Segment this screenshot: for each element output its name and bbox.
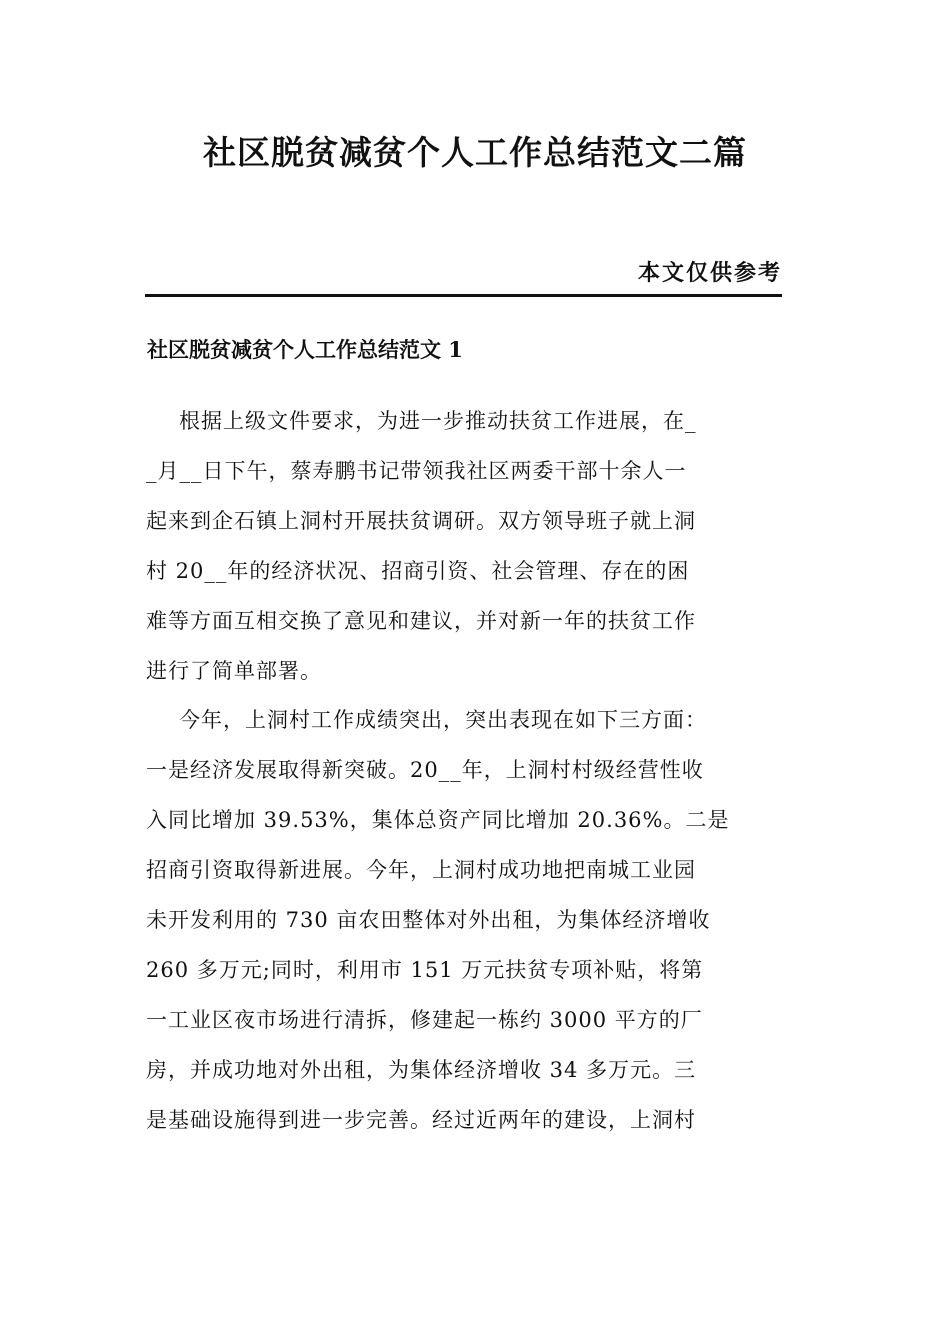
paragraph-line: 村 20__年的经济状况、招商引资、社会管理、存在的困 [146,559,690,583]
paragraph-line: 260 多万元;同时，利用市 151 万元扶贫专项补贴，将第 [146,958,704,982]
paragraph-line: 是基础设施得到进一步完善。经过近两年的建设，上洞村 [146,1108,696,1132]
paragraph-line: 招商引资取得新进展。今年，上洞村成功地把南城工业园 [146,858,696,882]
paragraph-line: _月__日下午，蔡寿鹏书记带领我社区两委干部十余人一 [146,459,687,483]
section-heading: 社区脱贫减贫个人工作总结范文 1 [147,337,463,362]
paragraph-line: 今年，上洞村工作成绩突出，突出表现在如下三方面： [179,708,707,732]
header-divider [145,294,782,297]
paragraph-line: 一工业区夜市场进行清拆，修建起一栋约 3000 平方的厂 [146,1008,703,1032]
reference-note: 本文仅供参考 [637,260,782,286]
paragraph-line: 未开发利用的 730 亩农田整体对外出租，为集体经济增收 [146,908,711,932]
paragraph-line: 入同比增加 39.53%，集体总资产同比增加 20.36%。二是 [146,808,730,832]
paragraph-line: 根据上级文件要求，为进一步推动扶贫工作进展，在_ [179,409,697,433]
paragraph-line: 房，并成功地对外出租，为集体经济增收 34 多万元。三 [146,1058,697,1082]
paragraph-line: 进行了简单部署。 [146,659,322,683]
paragraph-1 [146,396,786,696]
paragraph-line: 一是经济发展取得新突破。20__年，上洞村村级经营性收 [146,758,704,782]
paragraph-2 [146,695,786,1145]
document-title: 社区脱贫减贫个人工作总结范文二篇 [203,133,747,172]
paragraph-line: 起来到企石镇上洞村开展扶贫调研。双方领导班子就上洞 [146,509,696,533]
paragraph-line: 难等方面互相交换了意见和建议，并对新一年的扶贫工作 [146,609,696,633]
